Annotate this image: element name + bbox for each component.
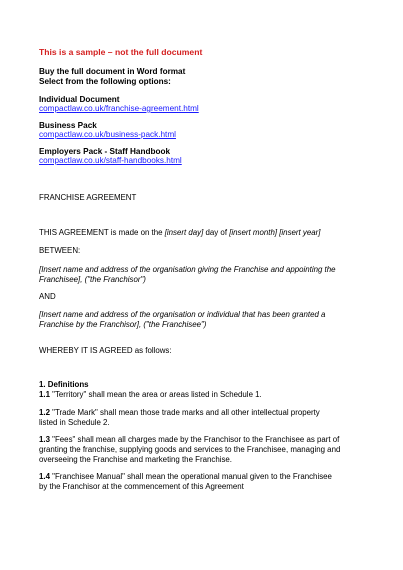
franchisee-line-1: [Insert name and address of the organisation or individual that has been granted a <box>39 310 326 319</box>
definition-number: 1.1 <box>39 390 50 399</box>
between-label: BETWEEN: <box>39 246 81 255</box>
definition-text: "Franchisee Manual" shall mean the operational manual given to the Franchisee <box>49 472 332 481</box>
definition-text: "Trade Mark" shall mean those trade marks and all other intellectual property <box>49 408 320 417</box>
sample-notice: This is a sample – not the full document <box>39 47 203 57</box>
and-label: AND <box>39 292 56 301</box>
option-title-individual: Individual Document <box>39 95 120 104</box>
definition-1-3 <box>39 435 339 445</box>
definition-1-3-line-3: overseeing the Franchise and marketing the Franchise. <box>39 455 232 464</box>
insert-day: [insert day] <box>164 228 204 237</box>
link-business-pack[interactable]: compactlaw.co.uk/business-pack.html <box>39 130 176 139</box>
definition-1-4-line-2: by the Franchisor at the commencement of this Agreement <box>39 482 244 491</box>
definition-1-2-line-2: listed in Schedule 2. <box>39 418 110 427</box>
definition-1-3-line-2: granting the franchise, supplying goods and services to the Franchisee, managing and <box>39 445 341 454</box>
document-heading: FRANCHISE AGREEMENT <box>39 193 137 202</box>
select-line: Select from the following options: <box>39 77 171 86</box>
insert-year: [insert year] <box>279 228 321 237</box>
option-title-business-pack: Business Pack <box>39 121 97 130</box>
definition-1-1 <box>39 390 262 400</box>
definition-1-2 <box>39 408 320 418</box>
link-franchise-agreement[interactable]: compactlaw.co.uk/franchise-agreement.html <box>39 104 199 113</box>
definition-number: 1.4 <box>39 472 50 481</box>
definition-number: 1.3 <box>39 435 50 444</box>
franchisor-line-2: Franchisee], ("the Franchisor") <box>39 275 146 284</box>
definitions-heading: 1. Definitions <box>39 380 89 389</box>
buy-line: Buy the full document in Word format <box>39 67 186 76</box>
definition-text: "Territory" shall mean the area or areas listed in Schedule 1. <box>49 390 262 399</box>
link-staff-handbooks[interactable]: compactlaw.co.uk/staff-handbooks.html <box>39 156 182 165</box>
agreement-line <box>39 228 320 238</box>
insert-month: [insert month] <box>229 228 278 237</box>
definition-text: "Fees" shall mean all charges made by the Franchisor to the Franchisee as part of <box>49 435 340 444</box>
option-title-employers-pack: Employers Pack - Staff Handbook <box>39 147 171 156</box>
definition-number: 1.2 <box>39 408 50 417</box>
franchisee-line-2: Franchise by the Franchisor], ("the Franchisee") <box>39 320 207 329</box>
agreement-prefix: THIS AGREEMENT is made on the <box>39 228 165 237</box>
definition-1-4 <box>39 472 332 482</box>
franchisor-line-1: [Insert name and address of the organisation giving the Franchise and appointing the <box>39 265 336 274</box>
whereby-line: WHEREBY IT IS AGREED as follows: <box>39 346 172 355</box>
agreement-day-of: day of <box>203 228 230 237</box>
